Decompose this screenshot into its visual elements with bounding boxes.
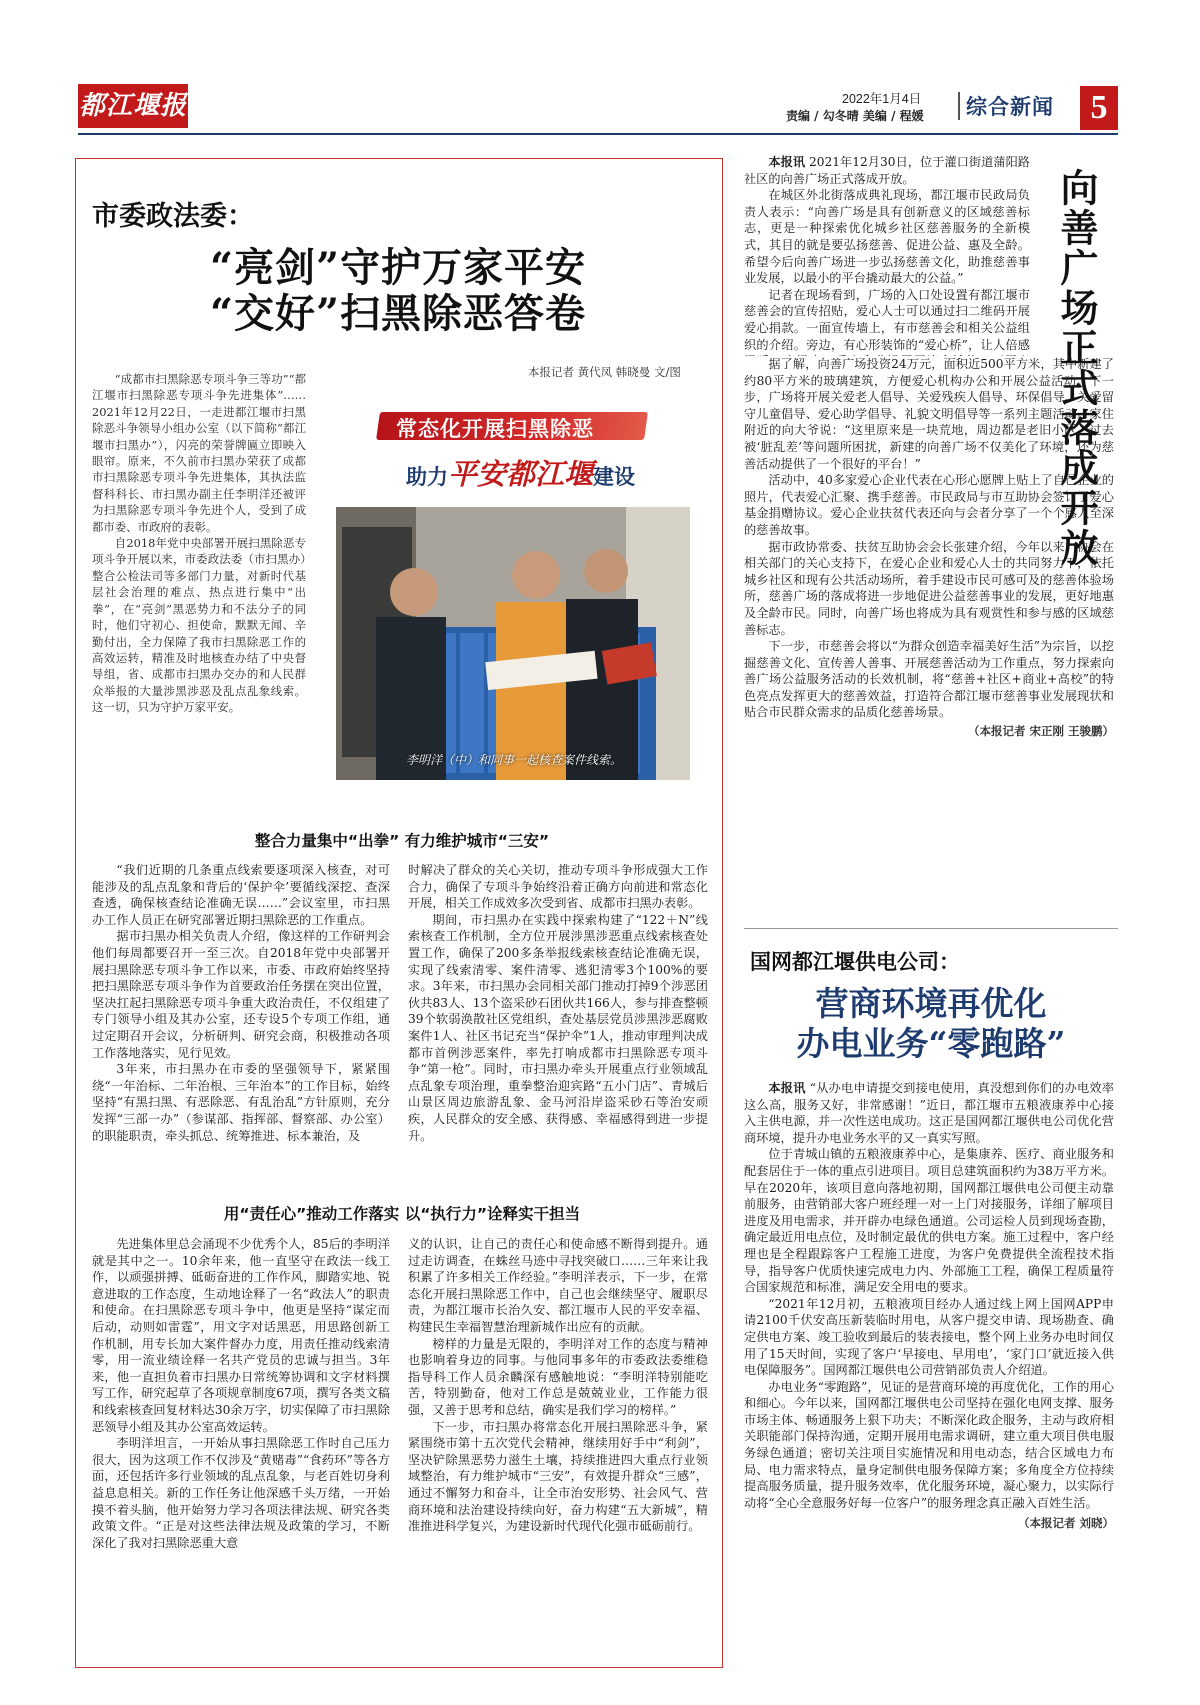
body-paragraph: 先进集体里总会涌现不少优秀个人，85后的李明洋就是其中之一。10余年来，他一直坚守在政法一线工作，以顽强拼搏、砥砺奋进的工作作风，脚踏实地、锐意进取的工作态度，生动地诠释了一名“政法人”的职责和使命。在扫黑除恶专项斗争中，他更是坚持“谋定而后动，动则如雷霆”，用文字对话黑恶，用思路创新工作机制，用专长加大案件督办力度，用责任推动线索清零，用一流业绩诠释一名共产党员的忠诚与担当。3年来，他一直担负着市扫黑办日常统筹协调和文字材料撰写工作，研究起草了各项规章制度67项，撰写各类文稿和线索核查回复材料达30余万字，切实保障了市扫黑除恶领导小组及其办公室高效运转。 — [92, 1237, 390, 1434]
slogan-banner — [378, 410, 660, 500]
article3-headline-2: 办电业务“零跑路” — [796, 1024, 1066, 1063]
article3-paragraph: 办电业务“零跑路”，见证的是营商环境的再度优化，工作的用心和细心。今年以来，国网都江堰供电公司坚持在强化电网支撑、服务市场主体、畅通服务上狠下功夫；不断深化政企服务，主动与政府相关职能部门保持沟通，定期开展用电需求调研，建立重大项目供电服务绿色通道；密切关注项目实施情况和用电动态，结合区域电力布局、电力需求特点，量身定制供电服务保障方案；多角度全方位持续提高服务质量，提升服务效率，优化服务环境，凝心聚力，以实际行动将“全心全意服务好每一位客户”的服务理念真正融入百姓生活。 — [744, 1379, 1114, 1510]
section1-column-left — [92, 862, 390, 1190]
column-divider — [744, 928, 1118, 929]
photo-caption: 李明洋（中）和同事一起核查案件线索。 — [406, 753, 623, 767]
body-paragraph: 李明洋坦言，一开始从事扫黑除恶工作时自己压力很大，因为这项工作不仅涉及“黄赌毒”“食药环”等各方面，还包括许多行业领域的乱点乱象，与老百姓切身利益息息相关。新的工作任务让他深感千头万绪，一开始摸不着头脑，他开始努力学习各项法律法规、研究各类政策文件。“正是对这些法律法规及政策的学习，不断深化了我对扫黑除恶重大意 — [92, 1436, 390, 1550]
header-rule — [78, 133, 1118, 135]
subheading-1: 整合力量集中“出拳” 有力维护城市“三安” — [254, 832, 550, 850]
article2-paragraph: 下一步，市慈善会将以“为群众创造幸福美好生活”为宗旨，以挖掘慈善文化、宣传善人善事、开展慈善活动为工作重点，努力探索向善广场公益服务活动的长效机制，将“慈善+社区+商业+高校”的特色亮点发挥更大的慈善效益，打造符合都江堰市慈善事业发展现状和贴合市民群众需求的品质化慈善场景。 — [744, 639, 1114, 720]
article3-paragraph — [744, 1080, 1114, 1146]
body-paragraph: 下一步，市扫黑办将常态化开展扫黑除恶斗争，紧紧围绕市第十五次党代会精神，继续用好手中“利剑”，坚决铲除黑恶势力滋生土壤，持续推进四大重点行业领域整治，有力维护城市“三安”，有效提升群众“三感”，通过不懈努力和奋斗，让全市治安形势、社会风气、营商环境和法治建设持续向好，奋力构建“五大新城”，精准推进科学复兴，为建设新时代现代化强市砥砺前行。 — [408, 1419, 708, 1534]
article2-paragraph — [744, 154, 1030, 187]
editors-line: 责编 / 勾冬晴 美编 / 程媛 — [786, 109, 924, 123]
banner-highlight: 平安都江堰 — [448, 457, 594, 491]
page-number-badge: 5 — [1080, 86, 1118, 130]
body-paragraph: 3年来，市扫黑办在市委的坚强领导下，紧紧围绕“一年治标、二年治根、三年治本”的工作目标，始终坚持“有黑扫黑、有恶除恶、有乱治乱”方针原则，充分发挥“三部一办”（参谋部、指挥部、督察部、办公室）的职能职责，牵头抓总、统筹推进、标本兼治，及 — [92, 1062, 390, 1143]
lead-paragraph: 自2018年党中央部署开展扫黑除恶专项斗争开展以来，市委政法委（市扫黑办）整合公检法司等多部门力量，对新时代基层社会治理的难点、热点进行集中“出拳”，在“亮剑”黑恶势力和不法分子的同时，他们守初心、担使命，默默无闻、辛勤付出，全力保障了我市扫黑除恶工作的高效运转，精准及时地核查办结了中央督导组，省、成都市扫黑办交办的和人民群众举报的大量涉黑涉恶及乱点乱象线索。这一切，只为守护万家平安。 — [92, 536, 306, 715]
article3-credit: （本报记者 刘晓） — [1017, 1516, 1114, 1531]
section1-column-right — [408, 862, 708, 1190]
dateline: 本报讯 — [768, 155, 806, 169]
article2-body — [744, 154, 1030, 356]
article2-paragraph: 记者在现场看到，广场的入口处设置有都江堰市慈善会的宣传招贴，爱心人士可以通过扫二维码开展爱心捐款。一面宣传墙上，有市慈善会和相关公益组织的介绍。旁边，有心形装饰的“爱心桥”，让人倍感 — [744, 287, 1030, 352]
body-paragraph: 义的认识，让自己的责任心和使命感不断得到提升。通过走访调查，在蛛丝马迹中寻找突破口……三年来让我积累了许多相关工作经验。”李明洋表示，下一步，在常态化开展扫黑除恶工作中，自己也会继续坚守、履职尽责，为都江堰市长治久安、都江堰市人民的平安幸福、构建民生幸福智慧治理新城作出应有的贡献。 — [408, 1237, 708, 1334]
photo-illustration — [336, 507, 690, 780]
body-paragraph: “我们近期的几条重点线索要逐项深入核查，对可能涉及的乱点乱象和背后的‘保护伞’要循线深挖、查深查透，确保核查结论准确无误……”会议室里，市扫黑办工作人员正在研究部署近期扫黑除恶的工作重点。 — [92, 863, 390, 927]
article2-headline: 向善广场正式落成开放 — [1054, 168, 1099, 568]
article1-lead-column — [92, 371, 306, 811]
body-paragraph: 榜样的力量是无限的，李明洋对工作的态度与精神也影响着身边的同事。与他同事多年的市委政法委维稳指导科工作人员余麟深有感触地说：“李明洋特别能吃苦，特别勤奋，他对工作总是兢兢业业，工作能力很强，又善于思考和总结，确实是我们学习的榜样。” — [408, 1336, 708, 1417]
banner-word: 建设 — [593, 465, 636, 489]
article1-byline: 本报记者 黄代凤 韩晓曼 文/图 — [528, 365, 681, 379]
body-paragraph: 时解决了群众的关心关切，推动专项斗争形成强大工作合力，确保了专项斗争始终沿着正确方向前进和常态化开展，相关工作成效多次受到省、成都市扫黑办表彰。 — [408, 863, 708, 911]
newspaper-logo: 都江堰报 — [78, 84, 188, 128]
section2-column-left — [92, 1236, 390, 1654]
article2-paragraph: 活动中，40多家爱心企业代表在心形心愿牌上贴上了自己企业的照片，代表爱心汇聚、携手慈善。市民政局与市互助协会签订了爱心基金捐赠协议。爱心企业扶贫代表还向与会者分享了一个个感人至深的慈善故事。 — [744, 473, 1114, 537]
masthead — [0, 0, 1200, 140]
article2-paragraph: 据市政协常委、扶贫互助协会会长张建介绍，今年以来，协会在相关部门的关心支持下，在爱心企业和爱心人士的共同努力下，依托城乡社区和现有公共活动场所，着手建设市民可感可及的慈善体验场所，慈善广场的落成将进一步地促进公益慈善事业的发展，更好地惠及全龄市民。同时，向善广场也将成为具有观赏性和参与感的区域慈善标志。 — [744, 539, 1114, 637]
banner-line-2 — [406, 452, 635, 493]
article2-credit: （本报记者 宋正刚 王骏鹏） — [967, 724, 1114, 739]
article3-headline-1: 营商环境再优化 — [815, 984, 1047, 1023]
section2-column-right — [408, 1236, 708, 1654]
article3-paragraph: 位于青城山镇的五粮液康养中心，是集康养、医疗、商业服务和配套居住于一体的重点引进项目。项目总建筑面积约为38万平方米。早在2020年，该项目意向落地初期，国网都江堰供电公司便主动靠前服务，由营销部大客户班经理一对一上门对接服务，详细了解项目进度及用电需求，并开辟办电绿色通道。公司运检人员到现场查勘，确定最近用电点位，及时制定最优的供电方案。施工过程中，客户经理也是全程跟踪客户工程施工进度，为客户免费提供全流程技术指导，指导客户优质快速完成电力内、外部施工工程，确保工程质量符合国家规范和标准，满足安全用电的要求。 — [744, 1147, 1114, 1295]
dateline-text: “从办电申请提交到接电使用，真没想到你们的办电效率这么高，服务又好，非常感谢！”近日，都江堰市五粮液康养中心接入主供电源，并一次性送电成功。这正是国网都江堰供电公司优化营商环境，提升办电业务水平的又一真实写照。 — [744, 1081, 1114, 1145]
issue-date: 2022年1月4日 — [842, 92, 922, 106]
body-paragraph: 期间，市扫黑办在实践中探索构建了“122＋N”线索核查工作机制，全方位开展涉黑涉恶重点线索核查处置工作，确保了200多条举报线索核查结论准确无误，实现了线索清零、案件清零、逃犯清零3个100%的要求。3年来，市扫黑办会同相关部门推动打掉9个涉恶团伙共83人、13个盗采砂石团伙共166人，参与排查整顿39个软弱涣散社区党组织，查处基层党员涉黑涉恶腐败案件1人、社区书记充当“保护伞”1人，推动审理判决成都市首例涉恶案件，率先打响成都市扫黑除恶专项斗争“第一枪”。同时，市扫黑办牵头开展重点行业领域乱点乱象专项治理，重拳整治迎宾路“五小门店”、青城后山景区周边旅游乱象、金马河沿岸盗采砂石等治安顽疾，人民群众的安全感、获得感、幸福感得到进一步提升。 — [408, 912, 708, 1143]
article3-paragraph: “2021年12月初，五粮液项目经办人通过线上网上国网APP申请2100千伏安高压新装临时用电，从客户提交申请、现场勘查、确定供电方案、竣工验收到最后的装表接电，整个网上业务办电时间仅用了15天时间，实现了客户‘早接电、早用电’，‘家门口’就近接入供电保障服务”。国网都江堰供电公司营销部负责人介绍道。 — [744, 1296, 1114, 1378]
body-paragraph: 据市扫黑办相关负责人介绍，像这样的工作研判会他们每周都要召开一至三次。自2018年党中央部署开展扫黑除恶专项斗争工作以来，市委、市政府始终坚持把扫黑除恶专项斗争作为首要政治任务摆在突出位置，坚决扛起扫黑除恶专项斗争重大政治责任，不仅组建了专门领导小组及其办公室，还专设5个专项工作组，通过定期召开会议，分析研判、研究会商，积极推动各项工作落地落实，见行见效。 — [92, 929, 390, 1060]
article1-kicker: 市委政法委： — [92, 201, 254, 232]
article2-body-wide — [744, 356, 1114, 920]
banner-word: 助力 — [406, 465, 448, 489]
dateline: 本报讯 — [768, 1081, 806, 1095]
article1-headline-1: “亮剑”守护万家平安 — [210, 244, 587, 291]
article3-kicker: 国网都江堰供电公司： — [750, 950, 960, 974]
subheading-2: 用“责任心”推动工作落实 以“执行力”诠释实干担当 — [223, 1205, 581, 1223]
article2-paragraph: 在城区外北街落成典礼现场，都江堰市民政局负责人表示：“向善广场是具有创新意义的区域慈善标志，更是一种探索优化城乡社区慈善服务的全新模式，其目的就是要弘扬慈善、促进公益、惠及全龄。希望今后向善广场进一步弘扬慈善文化，助推慈善事业发展，以最小的平台撬动最大的公益。” — [744, 188, 1030, 286]
header-divider — [958, 92, 960, 120]
lead-paragraph: “成都市扫黑除恶专项斗争三等功”“都江堰市扫黑除恶专项斗争先进集体”……2021年12月22日，一走进都江堰市扫黑除恶斗争领导小组办公室（以下简称“都江堰市扫黑办”），闪亮的荣誉牌匾立即映入眼帘。原来，不久前市扫黑办荣获了成都市扫黑除恶专项斗争先进集体，其执法监督科科长、市扫黑办副主任李明洋还被评为扫黑除恶专项斗争先进个人，受到了成都市委、市政府的表彰。 — [92, 372, 306, 534]
article1-headline-2: “交好”扫黑除恶答卷 — [210, 290, 587, 337]
article2-paragraph: 据了解，向善广场投资24万元，面积近500平方米，其中新建了约80平方米的玻璃建筑，方便爱心机构办公和开展公益活动。下一步，广场将开展关爱老人倡导、关爱残疾人倡导、环保倡导、关爱留守儿童倡导、爱心助学倡导、礼貌文明倡导等一系列主题活动。家住附近的向大爷说：“这里原来是一块荒地，周边都是老旧小区，过去被‘脏乱差’等问题所困扰，新建的向善广场不仅美化了环境，还为慈善活动提供了一个很好的平台！” — [744, 357, 1114, 471]
article3-body — [744, 1080, 1114, 1680]
dateline-text: 2021年12月30日，位于灌口街道蒲阳路社区的向善广场正式落成开放。 — [744, 155, 1030, 186]
news-photo — [336, 507, 690, 780]
banner-line-1: 常态化开展扫黑除恶 — [396, 417, 594, 441]
section-name: 综合新闻 — [966, 95, 1054, 119]
